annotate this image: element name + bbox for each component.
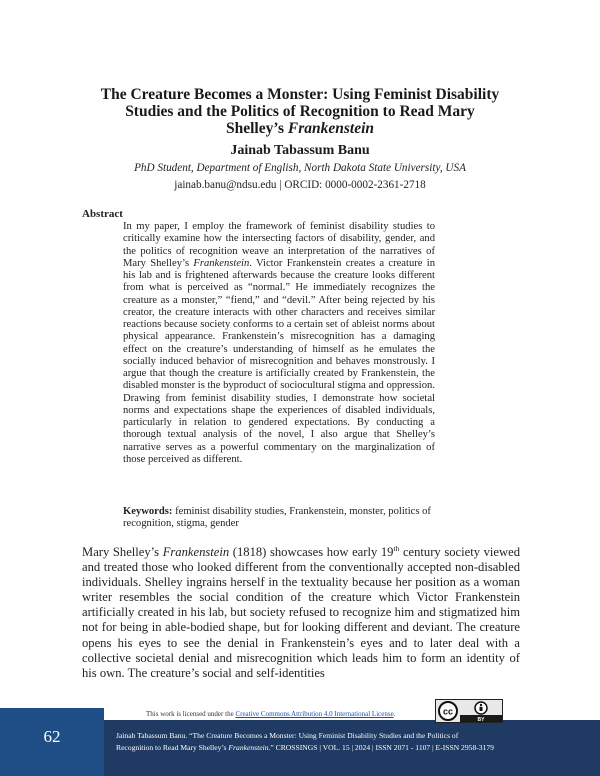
abstract-italic-title: Frankenstein [193, 257, 250, 269]
title-line-3-prefix: Shelley’s [226, 120, 288, 137]
author-contact: jainab.banu@ndsu.edu | ORCID: 0000-0002-2361-2718 [174, 179, 426, 191]
body-part-1: Mary Shelley’s [82, 545, 163, 559]
title-line-1: The Creature Becomes a Monster: Using Feminist Disability [100, 86, 500, 103]
page-number: 62 [43, 727, 61, 746]
title-line-3 [60, 120, 540, 137]
cc-label: cc [442, 706, 454, 717]
license-notice [146, 710, 395, 718]
abstract-part-1: In my paper, I employ the framework of feminist disability studies to critically examine how the intersecting factors of disability, gender, and the politics of recognition weave an interpretation of the narratives of Mary Shelley’s [123, 221, 435, 269]
article-title [60, 86, 540, 137]
license-link[interactable]: Creative Commons Attribution 4.0 International License [235, 710, 394, 718]
body-sup: th [393, 543, 400, 553]
title-italic: Frankenstein [287, 120, 374, 137]
license-prefix: This work is licensed under the [146, 710, 236, 718]
citation-line-1: Jainab Tabassum Banu. “The Creature Becomes a Monster: Using Feminist Disability Studies and the Politics of [116, 731, 459, 740]
cc-by-license-badge[interactable] [435, 699, 503, 723]
license-suffix: . [393, 710, 396, 718]
citation-italic: Frankenstein. [228, 743, 271, 752]
body-part-2: (1818) showcases how early 19 [229, 545, 394, 559]
body-paragraph [82, 545, 520, 681]
abstract-part-2: . Victor Frankenstein creates a creature in his lab and is frightened afterwards because the creature looks different from what is perceived as “normal.” He immediately recognizes the creature as a monster,” “fiend,” and “devil.” After being rejected by his creator, the creature interacts with other characters and receives similar reactions because society conforms to a certain set of ableist norms about physical appearance. Frankenstein’s misrecognition has a damaging effect on the creature’s understanding of himself as he emulates the socially induced behavior of misrecognition and behaves monstrously. I argue that though the creature is artificially created by Frankenstein, the disabled monster is the byproduct of sociocultural stigma and oppression. Drawing from feminist disability studies, I demonstrate how societal norms and expectations shape the experiences of disabled individuals, particularly in relation to gendered expectations. By conducting a thorough textual analysis of the novel, I also argue that Shelley’s narrative serves as a powerful commentary on the marginalization of those perceived as different. [123, 257, 435, 465]
author-name: Jainab Tabassum Banu [230, 143, 370, 158]
body-italic: Frankenstein [162, 545, 230, 559]
title-line-2: Studies and the Politics of Recognition to Read Mary [125, 103, 475, 120]
body-part-3: century society viewed and treated those who looked different from the conventionally accepted non-disabled individuals. Shelley ingrains herself in the textuality because her position as a woman writer resembles the social condition of the creature which Victor Frankenstein artificially created in his lab, but society refused to recognize him and stigmatized him not for being in able-bodied shape, but for looking different and deviant. The creature opens his eyes to see the denial in Frankenstein’s eyes and to later deal with a collective societal denial and misrecognition which leads him to form an identity of his own. The creature’s social and self-identities [82, 545, 520, 680]
keywords-label: Keywords: [123, 506, 173, 517]
citation [116, 730, 586, 754]
cc-by-icon [436, 700, 502, 722]
citation-line-2-suffix: ” CROSSINGS | VOL. 15 | 2024 | ISSN 2071 - 1107 | E-ISSN 2958-3179 [270, 743, 494, 752]
author-affiliation: PhD Student, Department of English, North Dakota State University, USA [134, 162, 466, 174]
by-label: BY [477, 717, 485, 722]
keywords [123, 506, 435, 531]
keywords-text: feminist disability studies, Frankenstein, monster, politics of recognition, stigma, gender [123, 506, 431, 530]
citation-line-2 [116, 742, 586, 754]
abstract-label: Abstract [82, 208, 123, 220]
abstract-text [123, 221, 435, 466]
citation-line-2-prefix: Recognition to Read Mary Shelley’s [116, 743, 229, 752]
